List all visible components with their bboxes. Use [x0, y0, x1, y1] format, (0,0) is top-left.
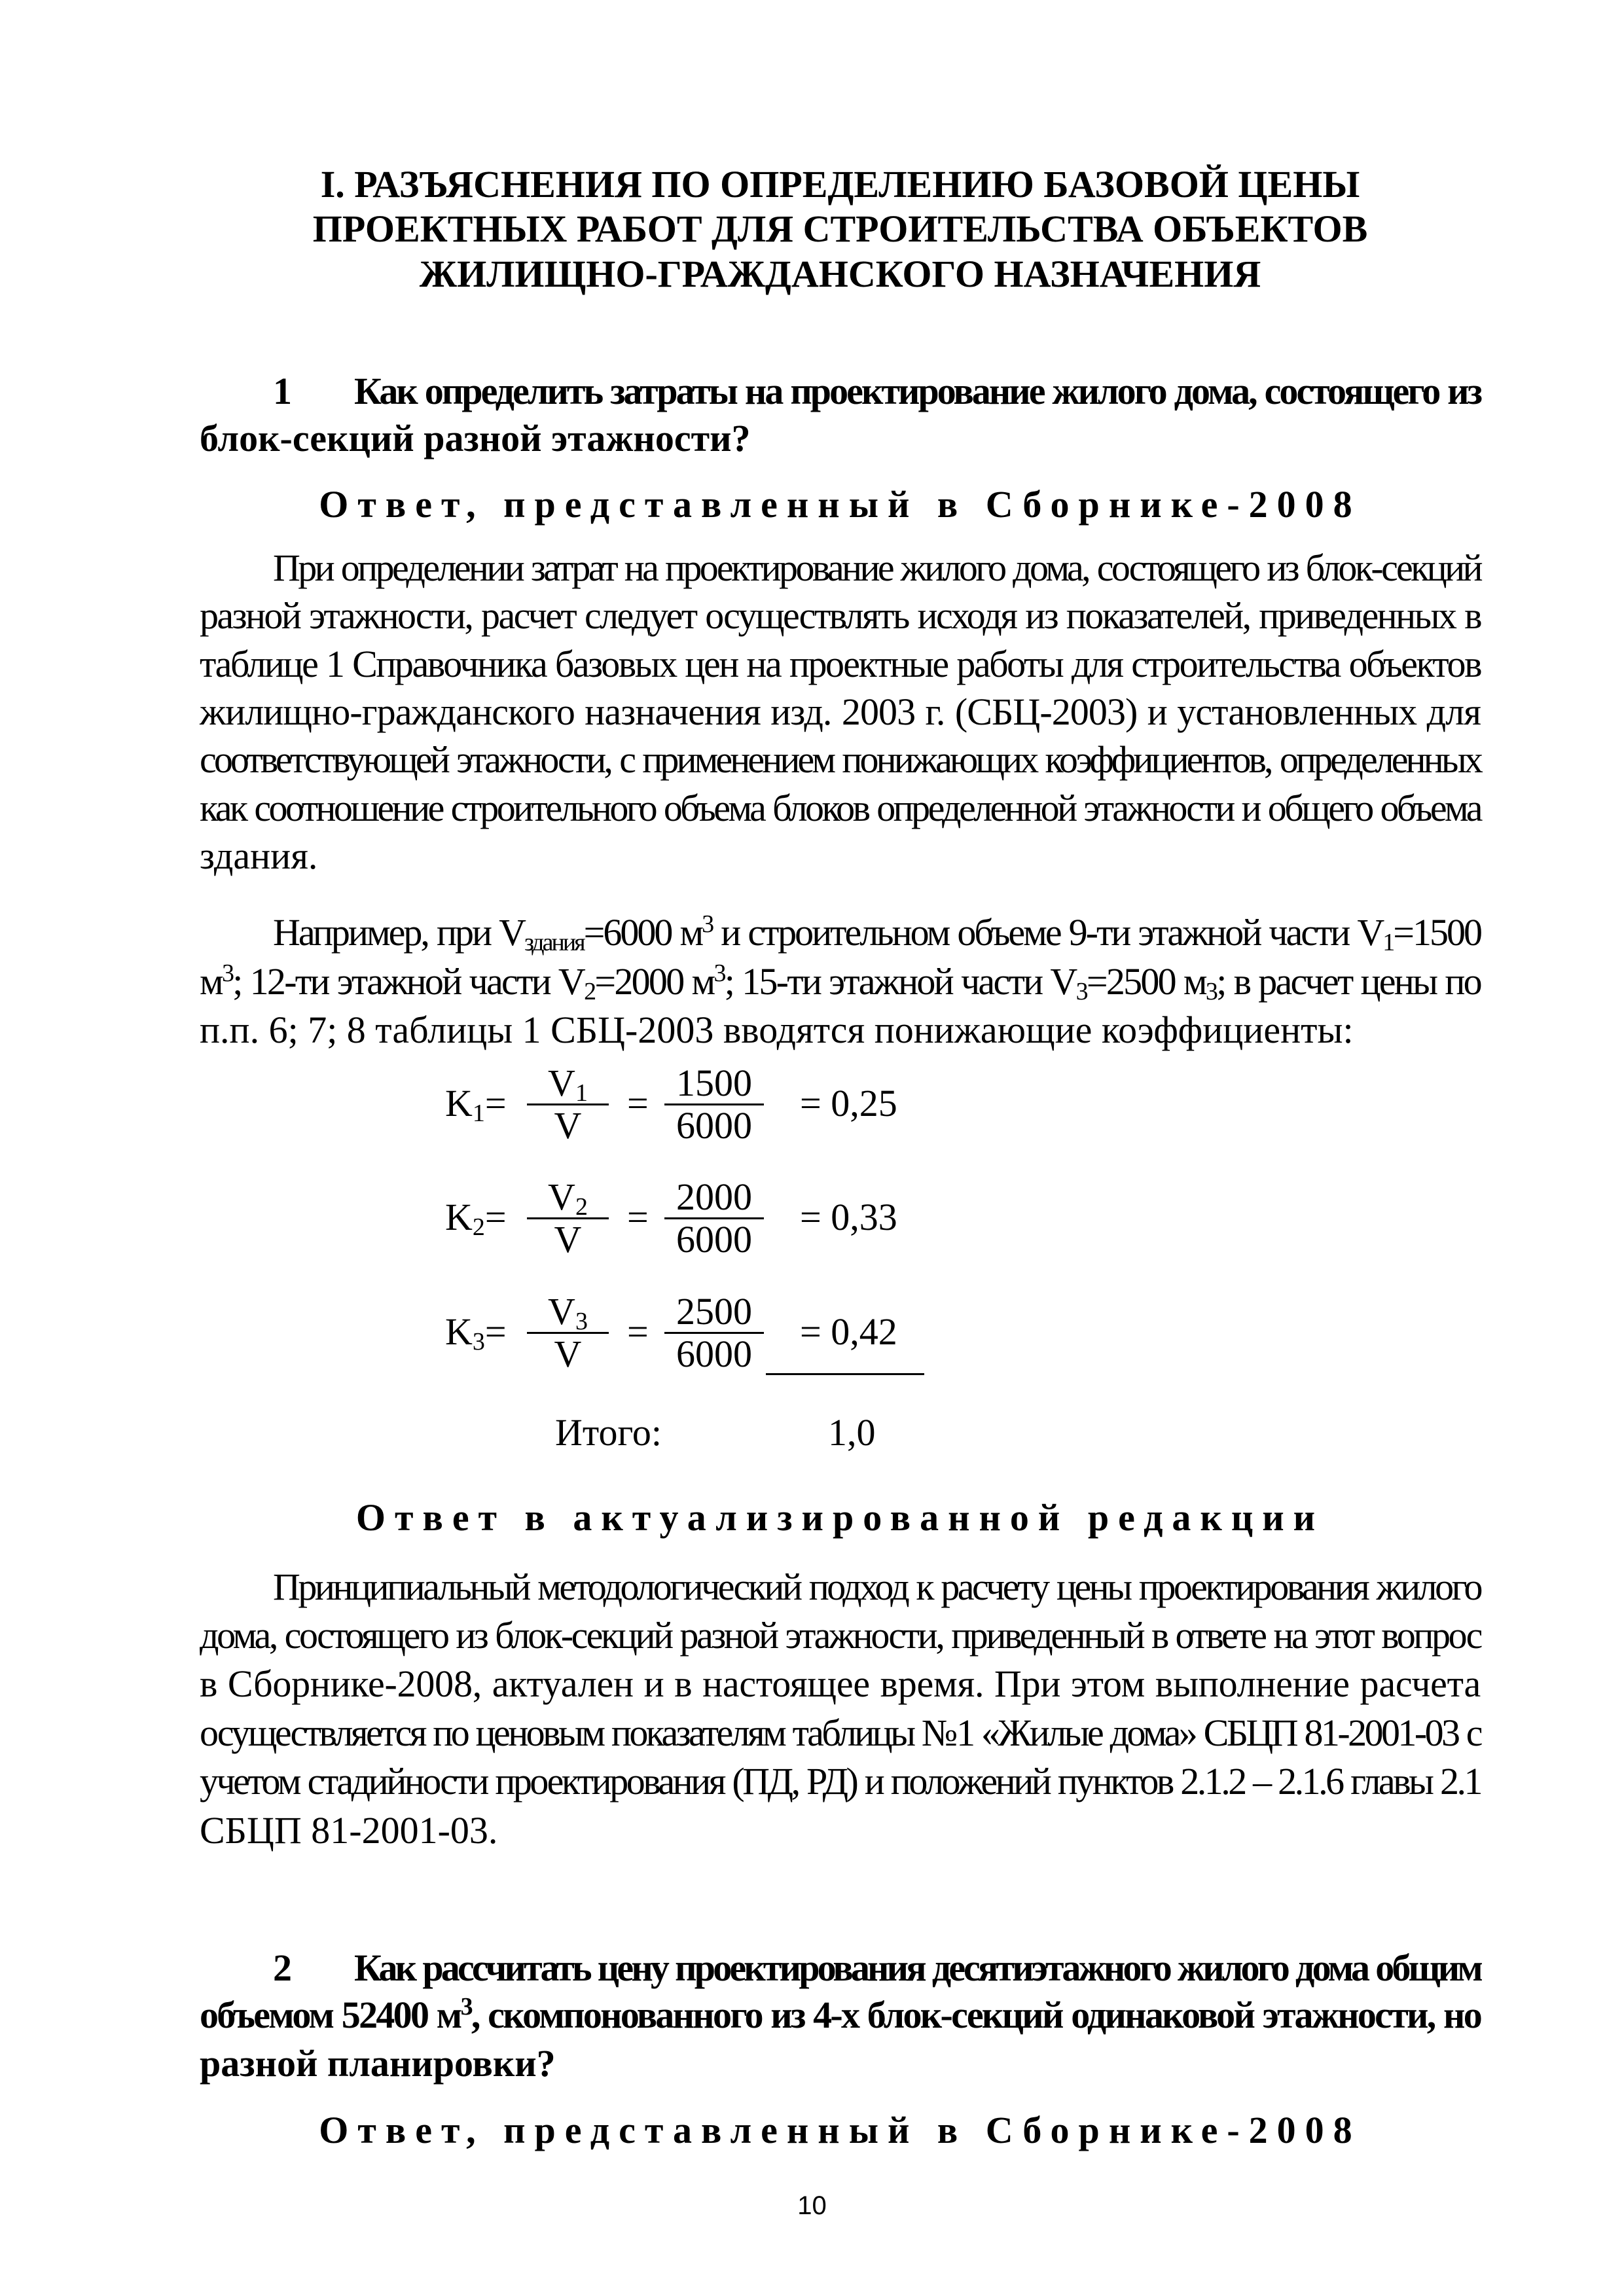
coefficient-result: = 0,25 — [800, 1082, 897, 1124]
coefficient-symbol: K — [445, 1196, 473, 1238]
subscript: 2 — [575, 1193, 588, 1221]
volume-fraction — [527, 1291, 609, 1374]
text-segment: СБЦП 81-2001-03. — [200, 1809, 498, 1852]
subscript: 3 — [1075, 978, 1087, 1005]
text-line — [200, 594, 1481, 638]
page-number: 10 — [797, 2191, 827, 2220]
answer-actual-heading: Ответ в актуализированной редакции — [355, 1496, 1325, 1539]
title-line: I. РАЗЪЯСНЕНИЯ ПО ОПРЕДЕЛЕНИЮ БАЗОВОЙ ЦЕНЫ — [320, 163, 1360, 206]
text-segment: ; 12-ти этажной части V — [232, 960, 585, 1003]
superscript: 3 — [460, 1993, 471, 2020]
volume-fraction — [527, 1177, 609, 1260]
question-text — [354, 370, 1481, 412]
text-line — [200, 1008, 1481, 1052]
text-segment: При определении затрат на проектирование жилого дома, состоящего из блок-секций — [273, 547, 1481, 589]
text-segment: ; 15-ти этажной части V — [724, 960, 1076, 1003]
coefficient-label — [445, 1082, 507, 1127]
text-segment: =2500 м — [1086, 960, 1206, 1003]
text-segment: здания. — [200, 834, 318, 877]
text-line — [200, 642, 1481, 687]
text-line — [200, 1993, 1481, 2037]
text-line — [200, 416, 1481, 461]
denominator: V — [554, 1104, 582, 1147]
answer-2008-heading-2: Ответ, представленный в Сборнике-2008 — [319, 2109, 1362, 2151]
text-segment: таблице 1 Справочника базовых цен на проектные работы для строительства объектов — [200, 643, 1481, 685]
denominator: 6000 — [676, 1333, 752, 1375]
equals-sign: = — [484, 1310, 507, 1353]
subscript: 1 — [472, 1100, 485, 1127]
text-line — [200, 1662, 1481, 1706]
text-segment: п.п. 6; 7; 8 таблицы 1 СБЦ-2003 вводятся понижающие коэффициенты: — [200, 1009, 1354, 1051]
text-segment: Как рассчитать цену проектирования десятиэтажного жилого дома общим — [354, 1946, 1481, 1989]
subscript: 1 — [1382, 929, 1394, 956]
coefficient-symbol: K — [445, 1310, 473, 1353]
volume-symbol: V — [548, 1062, 575, 1104]
title-line: ЖИЛИЩНО-ГРАЖДАНСКОГО НАЗНАЧЕНИЯ — [419, 253, 1261, 295]
text-segment: разной этажности, расчет следует осуществлять исходя из показателей, приведенных в — [200, 594, 1481, 637]
coefficient-symbol: K — [445, 1082, 473, 1124]
text-line — [200, 738, 1481, 782]
text-segment: Например, при V — [273, 911, 524, 954]
equals-sign: = — [627, 1196, 649, 1238]
denominator: 6000 — [676, 1104, 752, 1147]
equals-sign: = — [484, 1196, 507, 1238]
text-line — [200, 834, 1481, 878]
text-segment: ; в расчет цены по — [1216, 960, 1481, 1003]
numerator — [527, 1062, 609, 1107]
equals-sign: = — [627, 1082, 649, 1124]
subscript: 2 — [584, 978, 595, 1005]
text-segment: осуществляется по ценовым показателям таблицы №1 «Жилые дома» СБЦП 81-2001-03 с — [200, 1712, 1481, 1754]
volume-fraction — [527, 1063, 609, 1146]
text-segment: как соотношение строительного объема блоков определенной этажности и общего объема — [200, 787, 1481, 829]
title-line: ПРОЕКТНЫХ РАБОТ ДЛЯ СТРОИТЕЛЬСТВА ОБЪЕКТОВ — [312, 207, 1368, 250]
question-text — [354, 1946, 1481, 1989]
text-segment: Как определить затраты на проектирование жилого дома, состоящего из — [354, 370, 1481, 412]
equals-sign: = — [627, 1310, 649, 1353]
text-line — [200, 1946, 1481, 1990]
numerator — [527, 1175, 609, 1221]
superscript: 3 — [702, 910, 713, 938]
text-segment: дома, состоящего из блок-секций разной этажности, приведенный в ответе на этот вопрос — [200, 1614, 1481, 1657]
coefficient-label — [445, 1196, 507, 1241]
numerator — [527, 1290, 609, 1335]
subscript: 2 — [472, 1213, 485, 1241]
text-line — [200, 786, 1481, 831]
numerator: 2000 — [676, 1175, 752, 1218]
answer-2008-heading: Ответ, представленный в Сборнике-2008 — [319, 483, 1362, 526]
numerator: 2500 — [676, 1290, 752, 1333]
subscript: 3 — [575, 1308, 588, 1335]
text-segment: и строительном объеме 9-ти этажной части V — [712, 911, 1383, 954]
text-line — [200, 1759, 1481, 1804]
subscript: 3 — [1205, 978, 1217, 1005]
volume-symbol: V — [548, 1290, 575, 1333]
text-line — [200, 1711, 1481, 1755]
text-line — [200, 369, 1481, 414]
text-line — [200, 910, 1481, 955]
text-segment: , скомпонованного из 4-х блок-секций одинаковой этажности, но — [471, 1994, 1481, 2036]
text-segment: =1500 — [1393, 911, 1481, 954]
text-segment: =2000 м — [594, 960, 714, 1003]
numerator: 1500 — [676, 1062, 752, 1104]
text-segment: Принципиальный методологический подход к расчету цены проектирования жилого — [273, 1566, 1481, 1608]
value-fraction — [664, 1177, 764, 1260]
text-line — [200, 690, 1481, 734]
denominator: V — [554, 1218, 582, 1261]
total-label: Итого: — [555, 1411, 662, 1454]
text-line — [200, 546, 1481, 590]
subscript: 3 — [472, 1328, 485, 1355]
text-segment: блок-секций разной этажности? — [200, 417, 751, 459]
text-segment: разной планировки? — [200, 2042, 556, 2085]
superscript: 3 — [713, 960, 725, 987]
value-fraction — [664, 1291, 764, 1374]
text-segment: жилищно-гражданского назначения изд. 2003 г. (СБЦ-2003) и установленных для — [200, 691, 1481, 733]
text-line — [200, 1808, 1481, 1853]
text-line — [200, 1613, 1481, 1658]
text-line — [200, 960, 1481, 1004]
text-segment: соответствующей этажности, с применением понижающих коэффициентов, определенных — [200, 738, 1481, 781]
subscript: 1 — [575, 1079, 588, 1107]
equals-sign: = — [484, 1082, 507, 1124]
sum-rule — [766, 1373, 924, 1375]
text-segment: м — [200, 960, 222, 1003]
question-number: 1 — [273, 370, 291, 412]
superscript: 3 — [221, 960, 233, 987]
text-segment: учетом стадийности проектирования (ПД, РД) и положений пунктов 2.1.2 – 2.1.6 главы 2.1 — [200, 1760, 1481, 1803]
coefficient-result: = 0,42 — [800, 1310, 897, 1353]
text-segment: =6000 м — [583, 911, 702, 954]
question-number: 2 — [273, 1946, 290, 1989]
subscript: здания — [524, 929, 584, 956]
denominator: 6000 — [676, 1218, 752, 1261]
volume-symbol: V — [548, 1175, 575, 1218]
text-line — [200, 2041, 1481, 2086]
text-line — [200, 1565, 1481, 1609]
coefficient-label — [445, 1310, 507, 1355]
total-value: 1,0 — [828, 1411, 876, 1454]
denominator: V — [554, 1333, 582, 1375]
text-segment: в Сборнике-2008, актуален и в настоящее время. При этом выполнение расчета — [200, 1662, 1481, 1705]
value-fraction — [664, 1063, 764, 1146]
text-segment: объемом 52400 м — [200, 1994, 461, 2036]
coefficient-result: = 0,33 — [800, 1196, 897, 1238]
